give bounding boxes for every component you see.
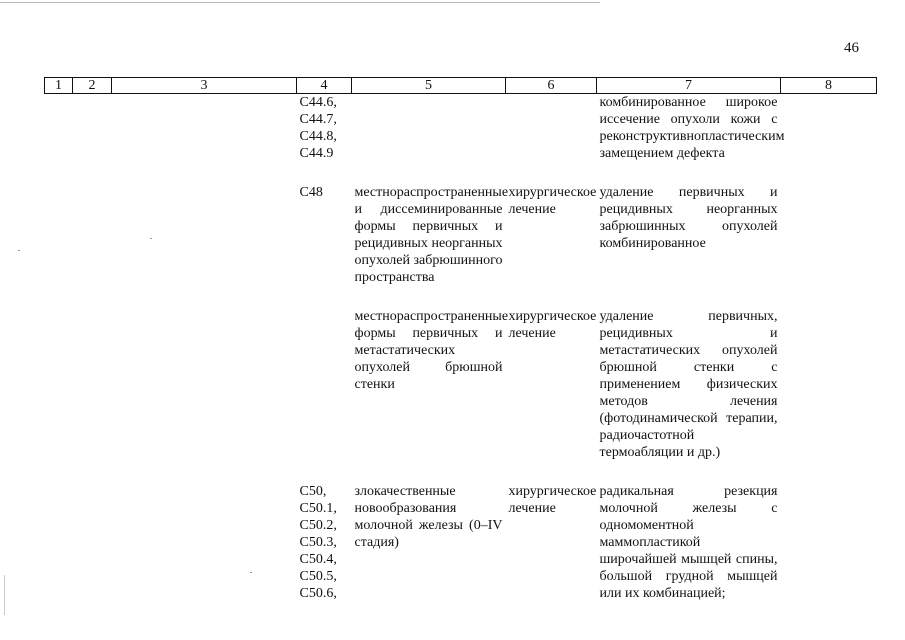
diagnosis-codes <box>297 308 352 461</box>
condition-cell: местнораспространенные формы первичных и метастатических опухолей брюшной стенки <box>354 309 509 392</box>
diagnosis-code: C50.3, <box>299 535 337 550</box>
diagnosis-codes <box>297 483 352 602</box>
col-header-2: 2 <box>73 78 112 94</box>
diagnosis-code: C44.9 <box>299 146 334 161</box>
page-number: 46 <box>844 40 859 56</box>
scan-edge <box>4 575 5 615</box>
condition-cell: злокачественные новообразования молочной железы (0–IV стадия) <box>354 484 503 550</box>
col-header-1: 1 <box>45 78 73 94</box>
method-cell: удаление первичных и рецидивных неорганных забрюшинных опухолей комбинированное <box>599 185 778 251</box>
col-header-4: 4 <box>297 78 352 94</box>
diagnosis-codes <box>297 184 352 286</box>
scan-speck <box>150 238 152 239</box>
col-header-5: 5 <box>352 78 506 94</box>
column-number-row <box>45 78 877 94</box>
table-row <box>45 308 877 461</box>
table-row <box>45 184 877 286</box>
diagnosis-codes <box>297 94 352 163</box>
col-header-8: 8 <box>781 78 877 94</box>
treatment-type-cell <box>506 94 597 163</box>
condition-cell <box>352 94 506 163</box>
method-cell: комбинированное широкое иссечение опухоли кожи с реконструктивнопластическим замещением дефекта <box>599 95 785 161</box>
treatment-type-cell: хирургическое лечение <box>508 309 597 341</box>
diagnosis-code: C48 <box>299 185 323 200</box>
diagnosis-code: C50.2, <box>299 518 337 533</box>
condition-cell: местнораспространенные и диссеминированные формы первичных и рецидивных неорганных опухолей забрюшинного пространства <box>354 185 509 285</box>
diagnosis-code: C50, <box>299 484 327 499</box>
col-header-7: 7 <box>597 78 781 94</box>
diagnosis-code: C44.6, <box>299 95 337 110</box>
diagnosis-code: C50.5, <box>299 569 337 584</box>
method-cell: удаление первичных, рецидивных и метастатических опухолей брюшной стенки с применением физических методов лечения (фотодинамической терапии, радиочастотной термоабляции и др.) <box>599 309 778 460</box>
diagnosis-code: C44.7, <box>299 112 337 127</box>
scan-speck <box>250 572 252 573</box>
treatment-type-cell: хирургическое лечение <box>508 185 597 217</box>
diagnosis-code: C44.8, <box>299 129 337 144</box>
col-header-3: 3 <box>112 78 297 94</box>
document-table <box>44 77 877 602</box>
top-rule <box>0 2 600 3</box>
table-row <box>45 94 877 163</box>
col-header-6: 6 <box>506 78 597 94</box>
scan-speck <box>18 250 20 251</box>
table-row <box>45 483 877 602</box>
diagnosis-code: C50.1, <box>299 501 337 516</box>
diagnosis-code: C50.4, <box>299 552 337 567</box>
diagnosis-code: C50.6, <box>299 586 337 601</box>
treatment-type-cell: хирургическое лечение <box>508 484 597 516</box>
method-cell: радикальная резекция молочной железы с одномоментной маммопластикой широчайшей мышцей спины, большой грудной мышцей или их комбинацией; <box>599 484 778 601</box>
